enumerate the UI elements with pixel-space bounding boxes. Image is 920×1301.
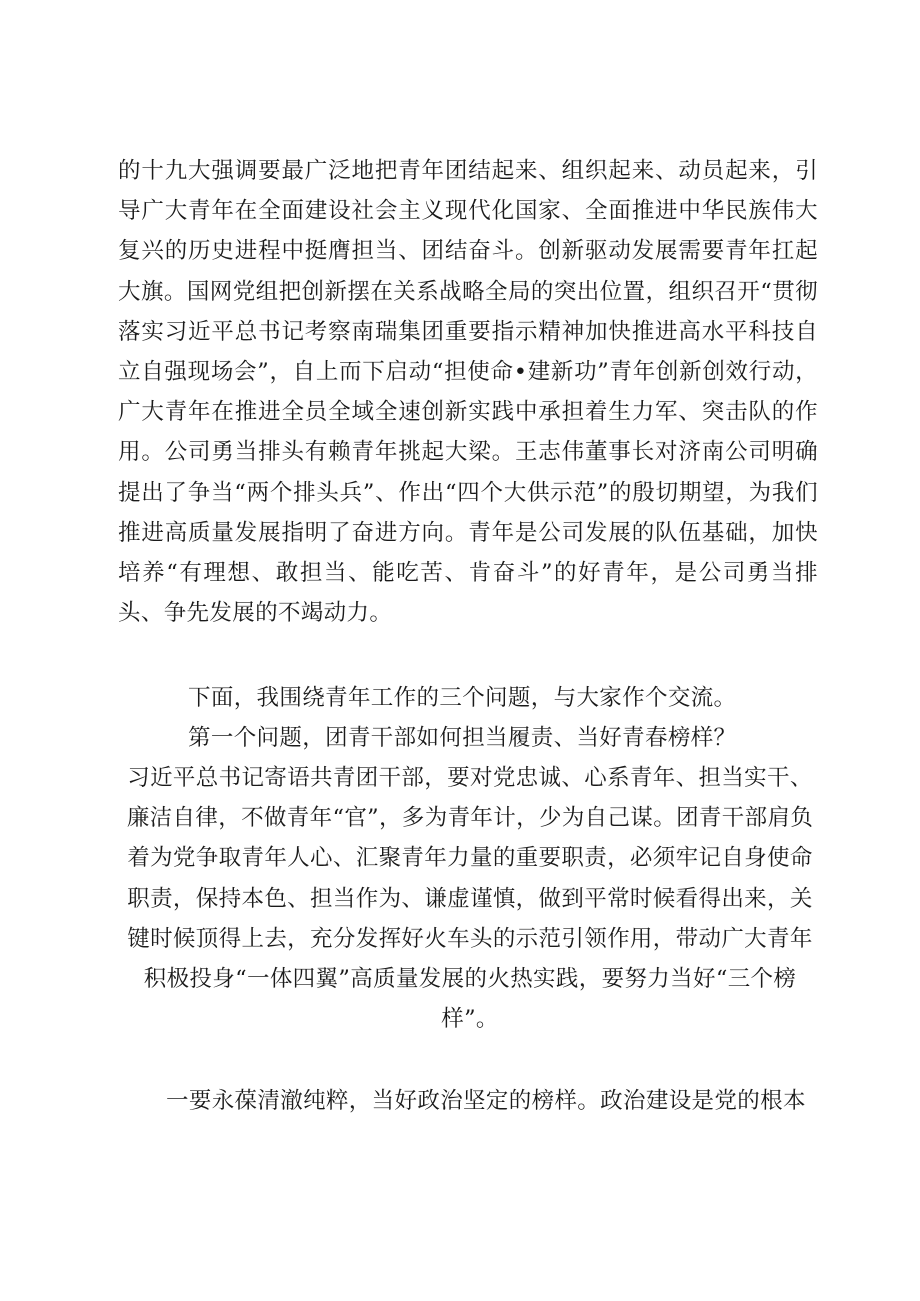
paragraph-innovation-youth: 的十九大强调要最广泛地把青年团结起来、组织起来、动员起来，引导广大青年在全面建设社会主义现代化国家、全面推进中华民族伟大复兴的历史进程中挺膺担当、团结奋斗。创新驱动发展需要青年扛起大旗。国网党组把创新摆在关系战略全局的突出位置，组织召开“贯彻落实习近平总书记考察南瑞集团重要指示精神加快推进高水平科技自立自强现场会”，自上而下启动“担使命•建新功”青年创新创效行动，广大青年在推进全员全域全速创新实践中承担着生力军、突击队的作用。公司勇当排头有赖青年挑起大梁。王志伟董事长对济南公司明确提出了争当“两个排头兵”、作出“四个大供示范”的殷切期望，为我们推进高质量发展指明了奋进方向。青年是公司发展的队伍基础，加快培养“有理想、敢担当、能吃苦、肯奋斗”的好青年，是公司勇当排头、争先发展的不竭动力。 <box>118 158 818 627</box>
paragraph-first-point: 一要永葆清澈纯粹，当好政治坚定的榜样。政治建设是党的根本 <box>166 1088 806 1114</box>
paragraph-first-question-heading: 第一个问题，团青干部如何担当履责、当好青春榜样？ <box>188 725 737 751</box>
paragraph-intro-three-questions: 下面，我围绕青年工作的三个问题，与大家作个交流。 <box>188 685 737 711</box>
paragraph-xi-message-cadres: 习近平总书记寄语共青团干部，要对党忠诚、心系青年、担当实干、廉洁自律，不做青年“官”，多为青年计，少为自己谋。团青干部肩负着为党争取青年人心、汇聚青年力量的重要职责，必须牢记自身使命职责，保持本色、担当作为、谦虚谨慎，做到平常时候看得出来，关键时候顶得上去，充分发挥好火车头的示范引领作用，带动广大青年积极投身“一体四翼”高质量发展的火热实践，要努力当好“三个榜样”。 <box>126 765 814 1033</box>
